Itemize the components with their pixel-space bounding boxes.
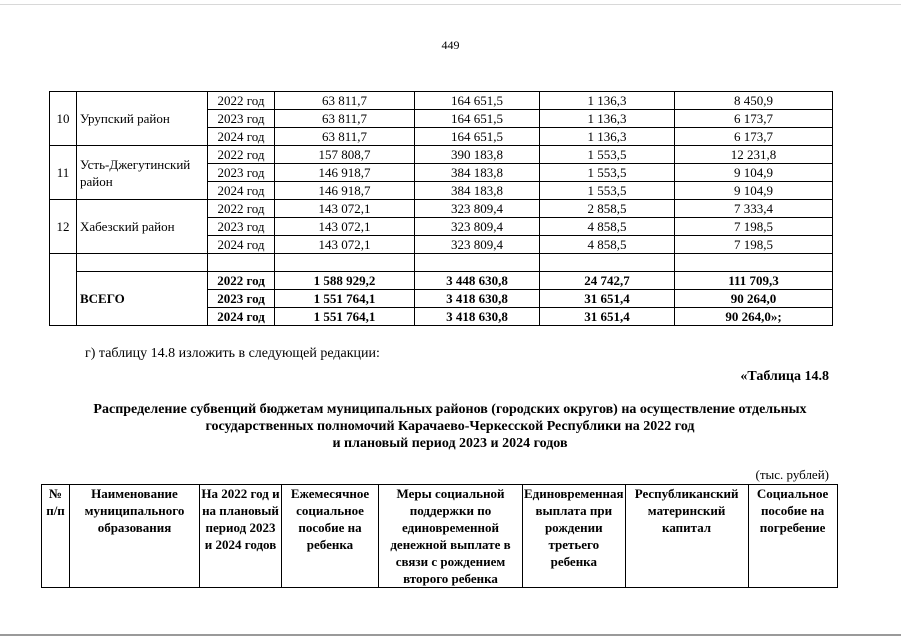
value-cell: 1 553,5	[540, 182, 675, 200]
value-cell: 1 136,3	[540, 92, 675, 110]
table-caption: «Таблица 14.8	[740, 369, 829, 384]
value-cell: 323 809,4	[415, 200, 540, 218]
empty-cell	[540, 254, 675, 272]
district-number: 11	[50, 146, 77, 200]
value-cell: 1 136,3	[540, 110, 675, 128]
value-cell: 1 553,5	[540, 164, 675, 182]
column-header-number: № п/п	[42, 485, 70, 588]
empty-cell	[50, 254, 77, 326]
value-cell: 7 198,5	[675, 236, 833, 254]
value-cell: 8 450,9	[675, 92, 833, 110]
value-cell: 7 198,5	[675, 218, 833, 236]
empty-cell	[275, 254, 415, 272]
column-header-burial-allowance: Социальное пособие на погребение	[748, 485, 837, 588]
value-cell: 384 183,8	[415, 164, 540, 182]
header-row	[42, 485, 838, 588]
column-header-second-child-payment: Меры социальной поддержки по единовременной денежной выплате в связи с рождением второго ребенка	[379, 485, 523, 588]
total-value-cell: 31 651,4	[540, 308, 675, 326]
units-label: (тыс. рублей)	[755, 467, 829, 482]
value-cell: 146 918,7	[275, 182, 415, 200]
total-value-cell: 31 651,4	[540, 290, 675, 308]
year-cell: 2024 год	[208, 182, 275, 200]
total-value-cell: 3 448 630,8	[415, 272, 540, 290]
year-cell: 2024 год	[208, 308, 275, 326]
value-cell: 143 072,1	[275, 236, 415, 254]
value-cell: 4 858,5	[540, 218, 675, 236]
district-number: 12	[50, 200, 77, 254]
total-value-cell: 1 551 764,1	[275, 290, 415, 308]
district-name: Хабезский район	[77, 200, 208, 254]
column-header-third-child-payment: Единовременная выплата при рождении третьего ребенка	[523, 485, 626, 588]
value-cell: 164 651,5	[415, 92, 540, 110]
table-row	[50, 92, 833, 110]
year-cell: 2024 год	[208, 236, 275, 254]
value-cell: 6 173,7	[675, 128, 833, 146]
total-label: ВСЕГО	[77, 272, 208, 326]
total-value-cell: 90 264,0»;	[675, 308, 833, 326]
year-cell: 2022 год	[208, 200, 275, 218]
year-cell: 2024 год	[208, 128, 275, 146]
value-cell: 63 811,7	[275, 92, 415, 110]
value-cell: 157 808,7	[275, 146, 415, 164]
year-cell: 2023 год	[208, 164, 275, 182]
total-value-cell: 3 418 630,8	[415, 308, 540, 326]
value-cell: 164 651,5	[415, 110, 540, 128]
year-cell: 2023 год	[208, 110, 275, 128]
value-cell: 9 104,9	[675, 164, 833, 182]
district-name: Усть-Джегутинский район	[77, 146, 208, 200]
empty-cell	[415, 254, 540, 272]
value-cell: 164 651,5	[415, 128, 540, 146]
year-cell: 2022 год	[208, 92, 275, 110]
page-number: 449	[441, 38, 460, 52]
total-value-cell: 90 264,0	[675, 290, 833, 308]
column-header-child-allowance: Ежемесячное социальное пособие на ребенка	[282, 485, 379, 588]
total-value-cell: 24 742,7	[540, 272, 675, 290]
column-header-maternity-capital: Республиканский материнский капитал	[625, 485, 748, 588]
column-header-municipality: Наименование муниципального образования	[70, 485, 200, 588]
value-cell: 6 173,7	[675, 110, 833, 128]
value-cell: 323 809,4	[415, 218, 540, 236]
year-cell: 2023 год	[208, 290, 275, 308]
value-cell: 323 809,4	[415, 236, 540, 254]
empty-row	[50, 254, 833, 272]
value-cell: 1 136,3	[540, 128, 675, 146]
total-row	[50, 272, 833, 290]
value-cell: 4 858,5	[540, 236, 675, 254]
table-14-8-header	[41, 484, 838, 588]
title-line: государственных полномочий Карачаево-Черкесской Республики на 2022 год	[205, 419, 695, 434]
value-cell: 63 811,7	[275, 110, 415, 128]
total-value-cell: 1 588 929,2	[275, 272, 415, 290]
column-header-period: На 2022 год и на плановый период 2023 и 2024 годов	[200, 485, 282, 588]
empty-cell	[208, 254, 275, 272]
year-cell: 2022 год	[208, 272, 275, 290]
total-value-cell: 1 551 764,1	[275, 308, 415, 326]
value-cell: 1 553,5	[540, 146, 675, 164]
value-cell: 143 072,1	[275, 200, 415, 218]
value-cell: 2 858,5	[540, 200, 675, 218]
scan-top-edge	[0, 4, 901, 5]
table-row	[50, 200, 833, 218]
value-cell: 63 811,7	[275, 128, 415, 146]
district-number: 10	[50, 92, 77, 146]
value-cell: 146 918,7	[275, 164, 415, 182]
value-cell: 143 072,1	[275, 218, 415, 236]
year-cell: 2022 год	[208, 146, 275, 164]
total-value-cell: 111 709,3	[675, 272, 833, 290]
value-cell: 7 333,4	[675, 200, 833, 218]
total-value-cell: 3 418 630,8	[415, 290, 540, 308]
value-cell: 390 183,8	[415, 146, 540, 164]
value-cell: 12 231,8	[675, 146, 833, 164]
title-line: и плановый период 2023 и 2024 годов	[332, 436, 568, 451]
title-line: Распределение субвенций бюджетам муниципальных районов (городских округов) на осуществление отдельных	[93, 402, 807, 417]
value-cell: 9 104,9	[675, 182, 833, 200]
table-row	[50, 146, 833, 164]
district-name: Урупский район	[77, 92, 208, 146]
instruction-text: г) таблицу 14.8 изложить в следующей редакции:	[85, 346, 380, 361]
subvention-table-continued	[49, 91, 833, 326]
empty-cell	[77, 254, 208, 272]
scan-bottom-edge	[0, 634, 901, 636]
year-cell: 2023 год	[208, 218, 275, 236]
table-title	[40, 401, 860, 452]
empty-cell	[675, 254, 833, 272]
value-cell: 384 183,8	[415, 182, 540, 200]
